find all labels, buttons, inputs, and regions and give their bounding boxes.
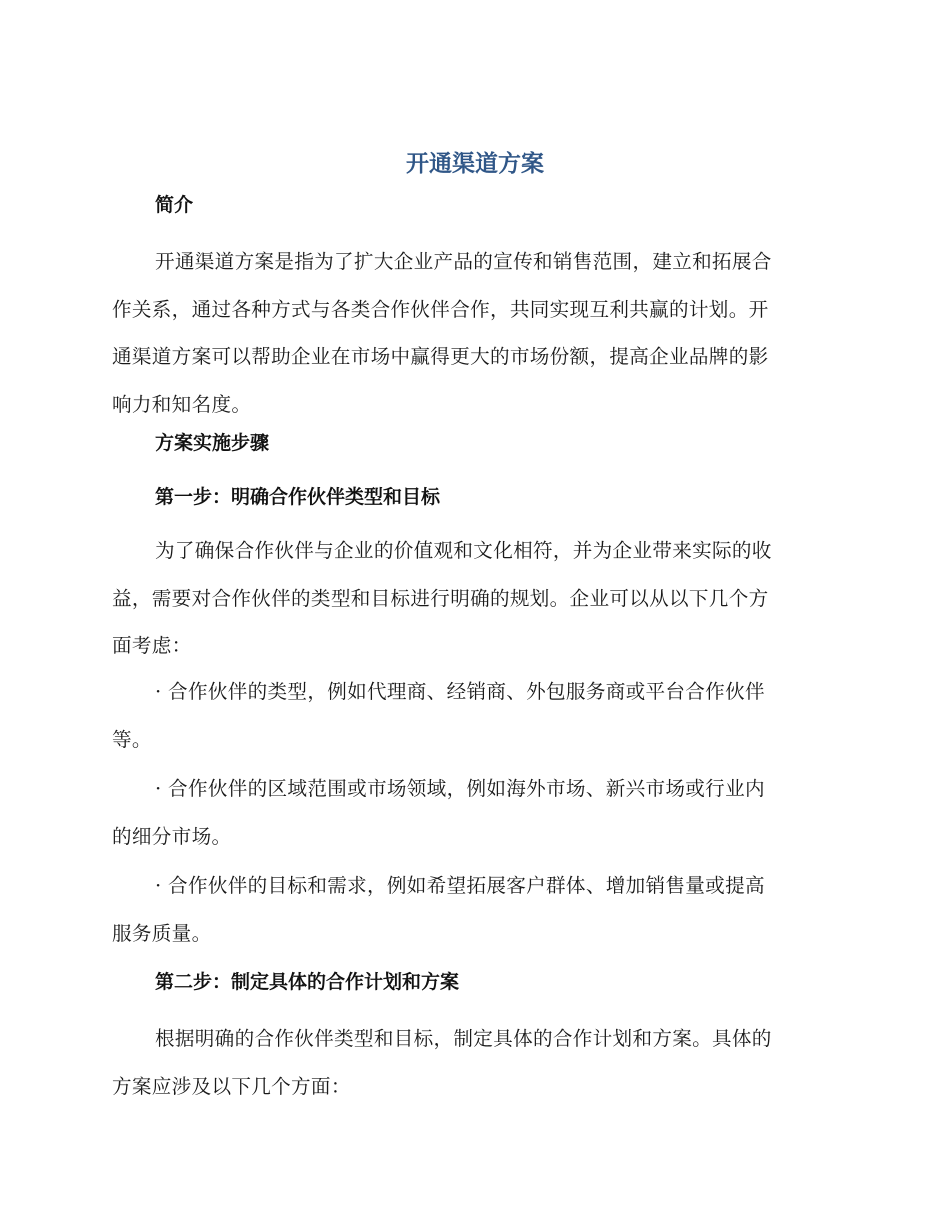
step1-line-3: 面考虑： [112, 634, 192, 657]
step2-line-1: 根据明确的合作伙伴类型和目标，制定具体的合作计划和方案。具体的 [155, 1027, 772, 1050]
intro-paragraph [112, 238, 830, 428]
bullet-item-3 [112, 862, 830, 957]
step1-paragraph [112, 527, 830, 670]
bullet2-line-1: · 合作伙伴的区域范围或市场领域，例如海外市场、新兴市场或行业内 [155, 777, 765, 800]
intro-line-3: 通渠道方案可以帮助企业在市场中赢得更大的市场份额，提高企业品牌的影 [112, 345, 769, 368]
intro-line-4: 响力和知名度。 [112, 392, 252, 416]
bullet-item-2 [112, 765, 830, 860]
bullet-item-1 [112, 668, 830, 763]
bullet3-line-2: 服务质量。 [112, 921, 212, 945]
step2-line-2: 方案应涉及以下几个方面： [112, 1074, 351, 1098]
step2-paragraph [112, 1015, 830, 1110]
document-title: 开通渠道方案 [406, 151, 544, 177]
bullet1-line-2: 等。 [112, 727, 152, 751]
step1-heading: 第一步：明确合作伙伴类型和目标 [155, 486, 441, 508]
bullet1-line-1: · 合作伙伴的类型，例如代理商、经销商、外包服务商或平台合作伙伴 [155, 680, 765, 703]
step1-line-1: 为了确保合作伙伴与企业的价值观和文化相符，并为企业带来实际的收 [155, 539, 772, 562]
intro-heading: 简介 [155, 194, 194, 216]
bullet3-line-1: · 合作伙伴的目标和需求，例如希望拓展客户群体、增加销售量或提高 [155, 874, 765, 897]
intro-line-1: 开通渠道方案是指为了扩大企业产品的宣传和销售范围，建立和拓展合 [155, 250, 772, 273]
steps-heading: 方案实施步骤 [155, 432, 270, 454]
step2-heading: 第二步：制定具体的合作计划和方案 [155, 971, 460, 993]
bullet2-line-2: 的细分市场。 [112, 824, 232, 848]
step1-line-2: 益，需要对合作伙伴的类型和目标进行明确的规划。企业可以从以下几个方 [112, 586, 769, 610]
intro-line-2: 作关系，通过各种方式与各类合作伙伴合作，共同实现互利共赢的计划。开 [112, 297, 769, 321]
